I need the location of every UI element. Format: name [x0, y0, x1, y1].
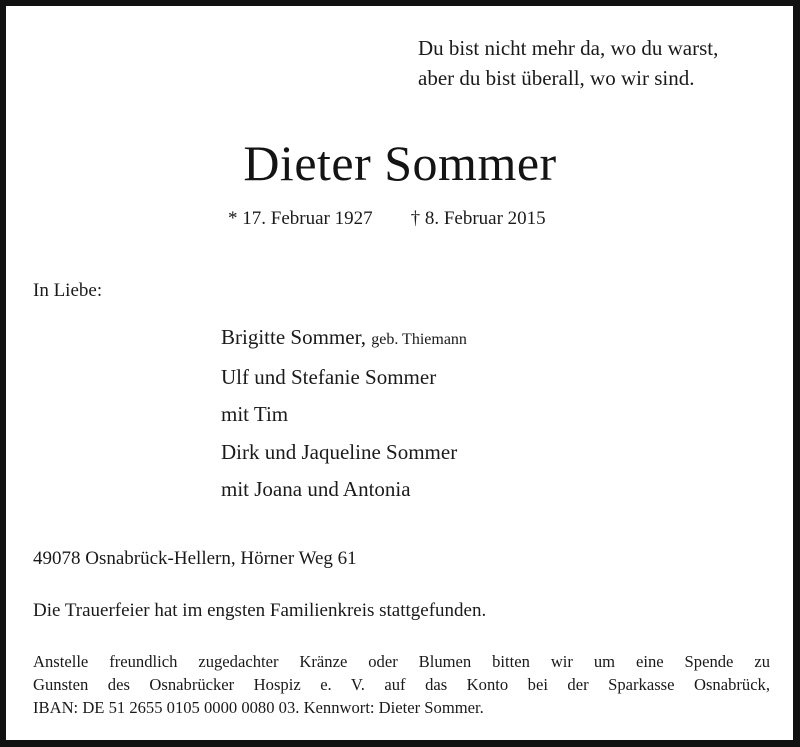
mourners-list	[221, 319, 467, 509]
motto-line-1: Du bist nicht mehr da, wo du warst,	[418, 36, 719, 60]
donation-note	[33, 650, 770, 719]
mourner-line-2: Ulf und Stefanie Sommer	[221, 364, 437, 389]
mourner-line-3: mit Tim	[221, 402, 289, 426]
mourner-name: Brigitte Sommer,	[221, 325, 366, 349]
mourners-heading: In Liebe:	[33, 280, 103, 301]
donation-line-1: Anstelle freundlich zugedachter Kränze oder Blumen bitten wir um eine Spende zu	[33, 652, 770, 671]
service-note: Die Trauerfeier hat im engsten Familienkreis stattgefunden.	[33, 600, 487, 621]
donation-line-2: Gunsten des Osnabrücker Hospiz e. V. auf das Konto bei der Sparkasse Osnabrück,	[33, 675, 770, 694]
deceased-name: Dieter Sommer	[243, 135, 557, 191]
motto-verse	[418, 33, 718, 93]
address: 49078 Osnabrück-Hellern, Hörner Weg 61	[33, 548, 357, 569]
life-dates	[228, 208, 546, 230]
mourner-maiden-name: geb. Thiemann	[371, 331, 467, 348]
mourner-line-1	[221, 319, 467, 359]
motto-line-2: aber du bist überall, wo wir sind.	[418, 66, 695, 90]
donation-line-3: IBAN: DE 51 2655 0105 0000 0080 03. Kennwort: Dieter Sommer.	[33, 698, 484, 717]
death-date: † 8. Februar 2015	[410, 208, 546, 229]
birth-date: * 17. Februar 1927	[228, 208, 373, 229]
mourner-line-4: Dirk und Jaqueline Sommer	[221, 439, 458, 464]
mourner-line-5: mit Joana und Antonia	[221, 477, 411, 501]
